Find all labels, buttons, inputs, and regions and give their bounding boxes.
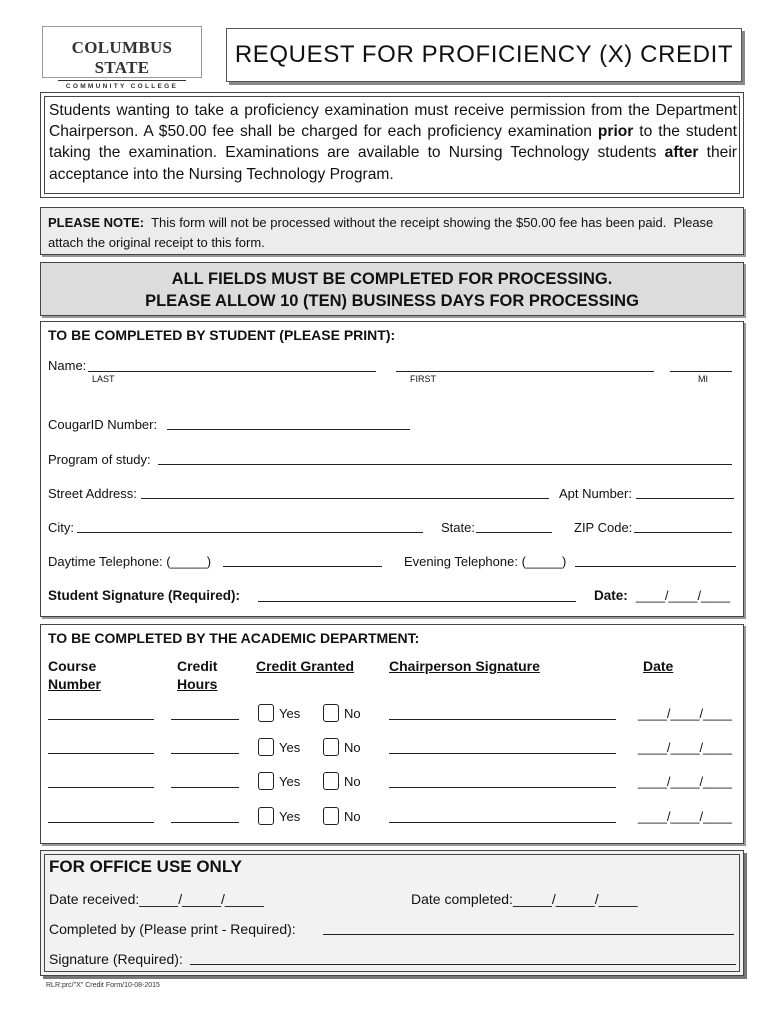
credit-hours-field[interactable] [171, 822, 239, 823]
cougar-id-label: CougarID Number: [48, 417, 158, 432]
student-date-field[interactable]: ____/____/____ [636, 588, 730, 603]
student-section-heading: TO BE COMPLETED BY STUDENT (PLEASE PRINT): [48, 327, 396, 343]
intro-paragraph [49, 100, 737, 185]
eve-phone-label: Evening Telephone: (_____) [404, 554, 567, 569]
zip-field[interactable] [634, 532, 732, 533]
department-section-heading: TO BE COMPLETED BY THE ACADEMIC DEPARTMENT: [48, 630, 420, 646]
all-fields-line-2: PLEASE ALLOW 10 (TEN) BUSINESS DAYS FOR PROCESSING [145, 292, 639, 310]
credit-header-line-2: Hours [177, 676, 218, 692]
city-label: City: [48, 520, 74, 535]
no-checkbox[interactable] [323, 738, 339, 756]
logo-divider [58, 80, 186, 81]
logo-subtitle: COMMUNITY COLLEGE [65, 83, 179, 90]
first-name-field[interactable] [396, 371, 654, 372]
no-label: No [344, 706, 361, 721]
apt-field[interactable] [636, 498, 734, 499]
course-number-header [48, 657, 101, 693]
logo-name: COLUMBUS STATE [71, 38, 173, 77]
yes-label: Yes [279, 774, 301, 789]
course-number-field[interactable] [48, 719, 154, 720]
credit-hours-field[interactable] [171, 787, 239, 788]
chairperson-signature-header: Chairperson Signature [389, 658, 540, 674]
cougar-id-field[interactable] [167, 429, 410, 430]
eve-phone-field[interactable] [575, 566, 736, 567]
row-date-field[interactable]: ____/____/____ [638, 809, 732, 824]
office-signature-field[interactable] [190, 964, 736, 965]
no-checkbox[interactable] [323, 807, 339, 825]
all-fields-line-1: ALL FIELDS MUST BE COMPLETED FOR PROCESSING. [171, 270, 613, 288]
intro-text-3: their acceptance into the Nursing Technology Program. [49, 144, 737, 183]
intro-bold-prior: prior [597, 123, 634, 141]
intro-text-1: Students wanting to take a proficiency examination must receive permission from the Department Chairperson. A $50.00 fee shall be charged for each proficiency examination [49, 102, 737, 141]
last-name-field[interactable] [88, 371, 376, 372]
please-note-label: PLEASE NOTE: [48, 215, 145, 230]
student-section [40, 321, 744, 617]
course-number-field[interactable] [48, 822, 154, 823]
middle-initial-field[interactable] [670, 371, 732, 372]
program-label: Program of study: [48, 452, 151, 467]
course-header-line-1: Course [48, 658, 97, 674]
completed-by-label: Completed by (Please print - Required): [49, 921, 296, 937]
course-number-field[interactable] [48, 787, 154, 788]
intro-bold-after: after [664, 144, 699, 162]
city-field[interactable] [77, 532, 423, 533]
mi-caption: MI [698, 374, 708, 384]
student-signature-label: Student Signature (Required): [48, 588, 240, 603]
credit-hours-field[interactable] [171, 753, 239, 754]
yes-label: Yes [279, 809, 301, 824]
chairperson-signature-field[interactable] [389, 787, 616, 788]
yes-label: Yes [279, 706, 301, 721]
office-signature-label: Signature (Required): [49, 951, 183, 967]
student-date-label: Date: [594, 588, 628, 603]
street-field[interactable] [141, 498, 549, 499]
form-footer: RLR:prc/"X" Credit Form/10-08-2015 [46, 982, 160, 989]
apt-label: Apt Number: [559, 486, 632, 501]
chairperson-signature-field[interactable] [389, 753, 616, 754]
chairperson-signature-field[interactable] [389, 719, 616, 720]
yes-checkbox[interactable] [258, 807, 274, 825]
completed-by-field[interactable] [323, 934, 734, 935]
program-field[interactable] [158, 464, 732, 465]
yes-label: Yes [279, 740, 301, 755]
no-label: No [344, 774, 361, 789]
credit-granted-header: Credit Granted [256, 658, 355, 674]
no-checkbox[interactable] [323, 704, 339, 722]
chairperson-signature-field[interactable] [389, 822, 616, 823]
row-date-field[interactable]: ____/____/____ [638, 706, 732, 721]
row-date-field[interactable]: ____/____/____ [638, 740, 732, 755]
state-label: State: [441, 520, 475, 535]
credit-header-line-1: Credit [177, 658, 218, 674]
date-received-field[interactable]: Date received:_____/_____/_____ [49, 891, 264, 907]
first-caption: FIRST [410, 374, 436, 384]
please-note-box [40, 207, 744, 255]
street-label: Street Address: [48, 486, 137, 501]
last-caption: LAST [92, 374, 115, 384]
course-header-line-2: Number [48, 676, 101, 692]
form-title: REQUEST FOR PROFICIENCY (X) CREDIT [234, 41, 734, 68]
day-phone-label: Daytime Telephone: (_____) [48, 554, 212, 569]
office-use-heading: FOR OFFICE USE ONLY [49, 857, 243, 876]
intro-box [40, 92, 744, 198]
intro-text-2: to the student taking the examination. Examinations are available to Nursing Technology students [49, 123, 737, 162]
zip-label: ZIP Code: [574, 520, 633, 535]
row-date-field[interactable]: ____/____/____ [638, 774, 732, 789]
credit-hours-header [177, 657, 217, 693]
day-phone-field[interactable] [223, 566, 382, 567]
yes-checkbox[interactable] [258, 704, 274, 722]
name-label: Name: [48, 358, 87, 373]
course-number-field[interactable] [48, 753, 154, 754]
title-box [226, 28, 742, 82]
date-header: Date [643, 658, 674, 674]
yes-checkbox[interactable] [258, 772, 274, 790]
yes-checkbox[interactable] [258, 738, 274, 756]
date-completed-field[interactable]: Date completed:_____/_____/_____ [411, 891, 638, 907]
no-checkbox[interactable] [323, 772, 339, 790]
college-logo [42, 26, 202, 90]
all-fields-banner [40, 262, 744, 316]
student-signature-field[interactable] [258, 601, 576, 602]
please-note-text: This form will not be processed without the receipt showing the $50.00 fee has been paid. Please attach the original receipt to this form. [48, 215, 717, 250]
no-label: No [344, 809, 361, 824]
no-label: No [344, 740, 361, 755]
state-field[interactable] [476, 532, 552, 533]
credit-hours-field[interactable] [171, 719, 239, 720]
